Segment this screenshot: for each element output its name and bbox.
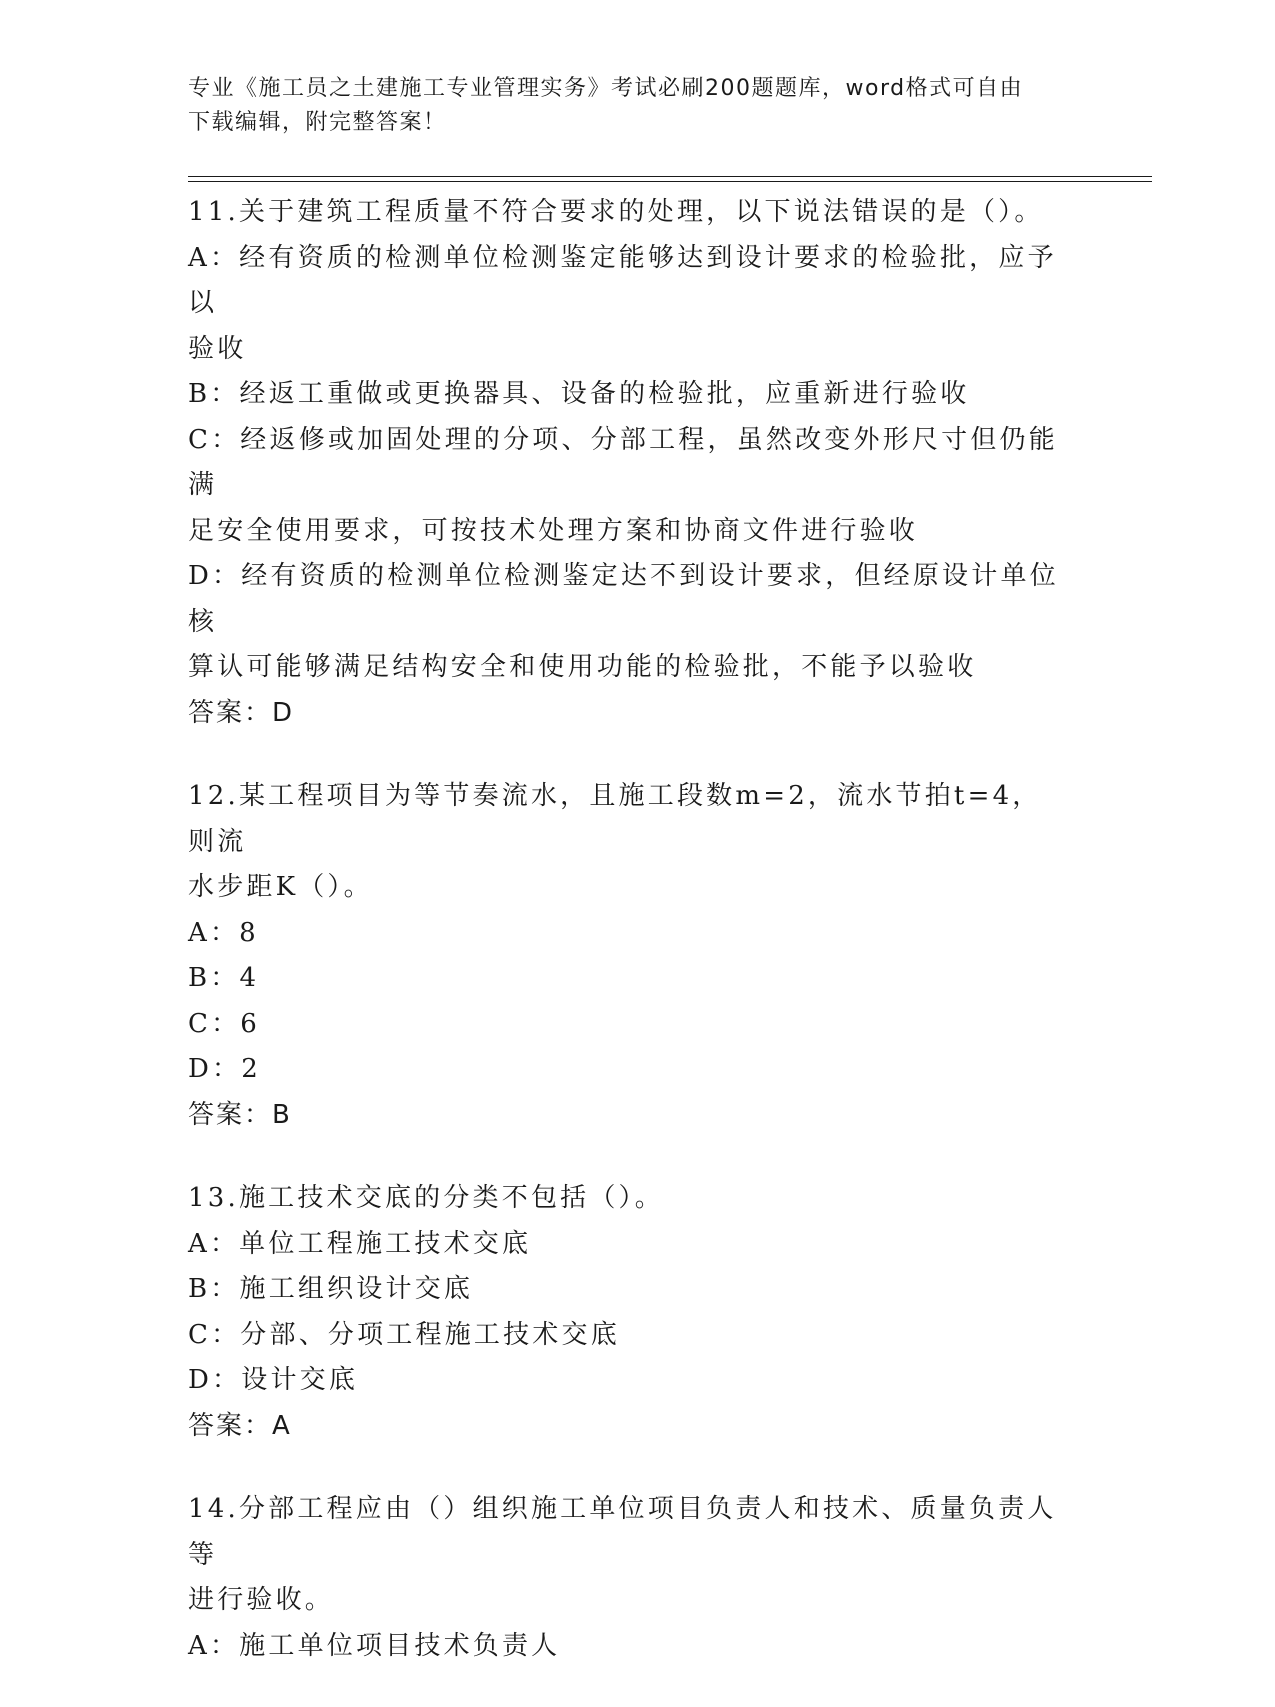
document-header — [188, 72, 1088, 140]
option-text: B：经返工重做或更换器具、设备的检验批，应重新进行验收 — [188, 379, 970, 409]
option-text: B：4 — [188, 963, 260, 993]
option-text: 足安全使用要求，可按技术处理方案和协商文件进行验收 — [188, 515, 919, 546]
option-text: A：8 — [188, 917, 259, 948]
option-text: C：经返修或加固处理的分项、分部工程，虽然改变外形尺寸但仍能满 — [188, 424, 1058, 500]
question-stem: 14.分部工程应由（）组织施工单位项目负责人和技术、质量负责人等 — [188, 1494, 1057, 1570]
question-stem: 11.关于建筑工程质量不符合要求的处理，以下说法错误的是（）。 — [188, 197, 1044, 227]
option-text: 算认可能够满足结构安全和使用功能的检验批，不能予以验收 — [188, 652, 977, 682]
option-text: A：经有资质的检测单位检测鉴定能够达到设计要求的检验批，应予以 — [188, 242, 1057, 318]
question-stem: 水步距K（）。 — [188, 872, 373, 902]
option-text: D：经有资质的检测单位检测鉴定达不到设计要求，但经原设计单位核 — [188, 561, 1059, 637]
header-line-2: 下载编辑，附完整答案！ — [188, 110, 447, 135]
header-divider-bottom — [188, 181, 1152, 182]
question-stem: 12.某工程项目为等节奏流水，且施工段数m=2，流水节拍t=4，则流 — [188, 781, 1042, 857]
question-block — [188, 774, 1068, 1138]
option-text: A：单位工程施工技术交底 — [188, 1228, 532, 1259]
header-divider-top — [188, 176, 1152, 177]
question-list — [188, 190, 1068, 1707]
option-text: D：设计交底 — [188, 1365, 359, 1395]
option-text: B：施工组织设计交底 — [188, 1274, 474, 1304]
answer-text: 答案：B — [188, 1099, 292, 1130]
option-text: C：分部、分项工程施工技术交底 — [188, 1319, 620, 1350]
option-text: D：2 — [188, 1054, 261, 1084]
option-text: 验收 — [188, 333, 247, 364]
answer-text: 答案：D — [188, 697, 295, 728]
option-text: A：施工单位项目技术负责人 — [188, 1630, 561, 1661]
question-stem: 13.施工技术交底的分类不包括（）。 — [188, 1183, 664, 1213]
answer-text: 答案：A — [188, 1410, 292, 1441]
question-block — [188, 1176, 1068, 1449]
question-block — [188, 1487, 1068, 1669]
question-block — [188, 190, 1068, 736]
header-line-1: 专业《施工员之土建施工专业管理实务》考试必刷200题题库，word格式可自由 — [188, 76, 1024, 101]
question-stem: 进行验收。 — [188, 1585, 335, 1615]
option-text: C：6 — [188, 1008, 261, 1039]
